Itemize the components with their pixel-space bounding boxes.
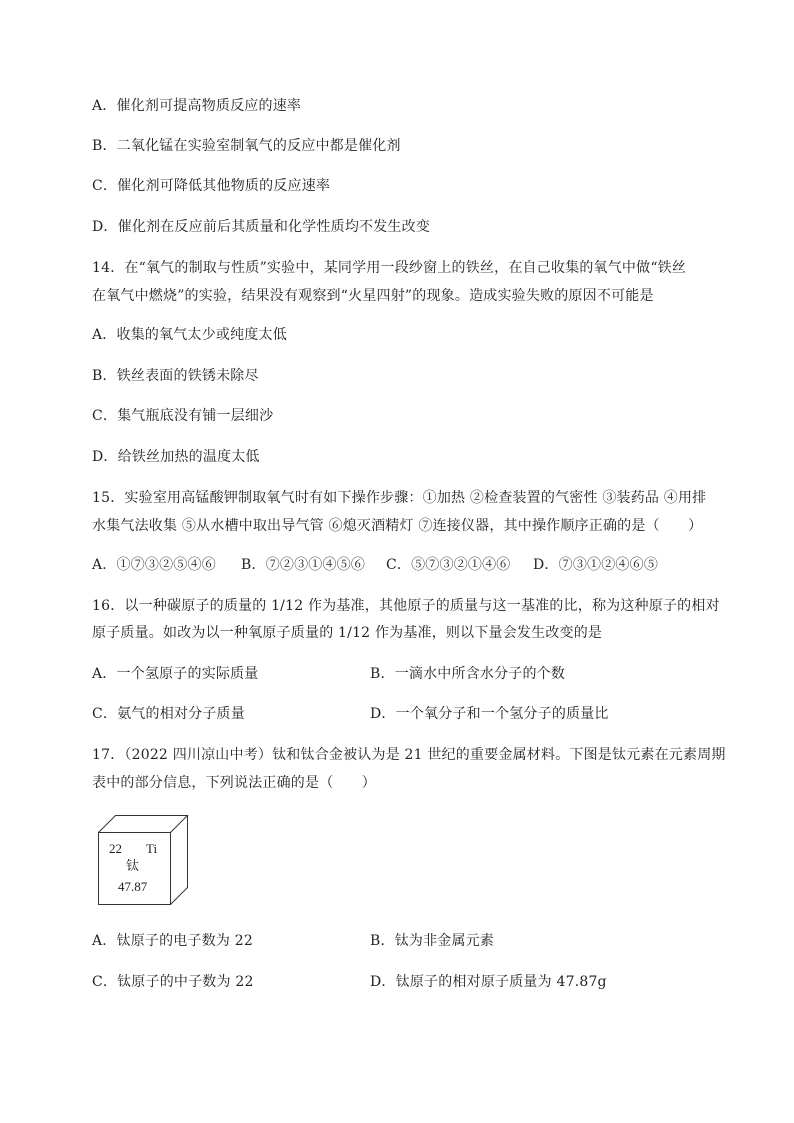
q16-option-d: D．一个氧分子和一个氢分子的质量比 (370, 706, 609, 722)
atomic-number: 22 (109, 841, 122, 856)
q17-option-d: D．钛原子的相对原子质量为 47.87g (370, 974, 607, 990)
q17-stem-line2: 表中的部分信息，下列说法正确的是（ ） (92, 775, 376, 791)
q17-option-b: B．钛为非金属元素 (370, 933, 495, 949)
q13-option-c: C．催化剂可降低其他物质的反应速率 (92, 178, 331, 194)
q17-option-c: C．钛原子的中子数为 22 (92, 974, 254, 990)
q16-stem-line1: 16．以一种碳原子的质量的 1/12 作为基准，其他原子的质量与这一基准的比，称为这种原子的相对 (92, 598, 720, 614)
q14-option-d: D．给铁丝加热的温度太低 (92, 449, 260, 465)
q15-option-a: A．①⑦③②⑤④⑥ (92, 557, 216, 573)
q15-option-c: C．⑤⑦③②①④⑥ (386, 557, 511, 573)
q16-option-a: A．一个氢原子的实际质量 (92, 666, 259, 682)
element-symbol: Ti (146, 841, 158, 856)
q14-stem-line1: 14．在“氧气的制取与性质”实验中，某同学用一段纱窗上的铁丝，在自己收集的氧气中做“铁丝 (92, 260, 687, 276)
cube-right-face (171, 816, 188, 905)
q15-stem-line2: 水集气法收集 ⑤从水槽中取出导气管 ⑥熄灭酒精灯 ⑦连接仪器，其中操作顺序正确的是（ ） (92, 518, 703, 534)
q14-option-b: B．铁丝表面的铁锈未除尽 (92, 368, 259, 384)
q17-option-a: A．钛原子的电子数为 22 (92, 933, 253, 949)
q13-option-b: B．二氧化锰在实验室制氧气的反应中都是催化剂 (92, 138, 401, 154)
q15-option-d: D．⑦③①②④⑥⑤ (533, 557, 659, 573)
q14-option-a: A．收集的氧气太少或纯度太低 (92, 327, 287, 343)
element-cell-figure (98, 815, 190, 905)
cube-top-face (99, 816, 188, 833)
q16-option-c: C．氨气的相对分子质量 (92, 706, 245, 722)
element-name: 钛 (126, 859, 140, 874)
q14-option-c: C．集气瓶底没有铺一层细沙 (92, 408, 274, 424)
q13-option-d: D．催化剂在反应前后其质量和化学性质均不发生改变 (92, 219, 431, 235)
atomic-mass: 47.87 (118, 879, 148, 894)
q17-stem-line1: 17．（2022 四川凉山中考）钛和钛合金被认为是 21 世纪的重要金属材料。下图是钛元素在元素周期 (92, 747, 726, 763)
q16-stem-line2: 原子质量。如改为以一种氧原子质量的 1/12 作为基准，则以下量会发生改变的是 (92, 625, 603, 641)
q14-stem-line2: 在氧气中燃烧”的实验，结果没有观察到“火星四射”的现象。造成实验失败的原因不可能是 (92, 288, 654, 304)
q16-option-b: B．一滴水中所含水分子的个数 (370, 666, 566, 682)
q13-option-a: A．催化剂可提高物质反应的速率 (92, 98, 302, 114)
q15-option-b: B．⑦②③①④⑤⑥ (241, 557, 366, 573)
q15-stem-line1: 15．实验室用高锰酸钾制取氧气时有如下操作步骤：①加热 ②检查装置的气密性 ③装药品 ④用排 (92, 490, 707, 506)
